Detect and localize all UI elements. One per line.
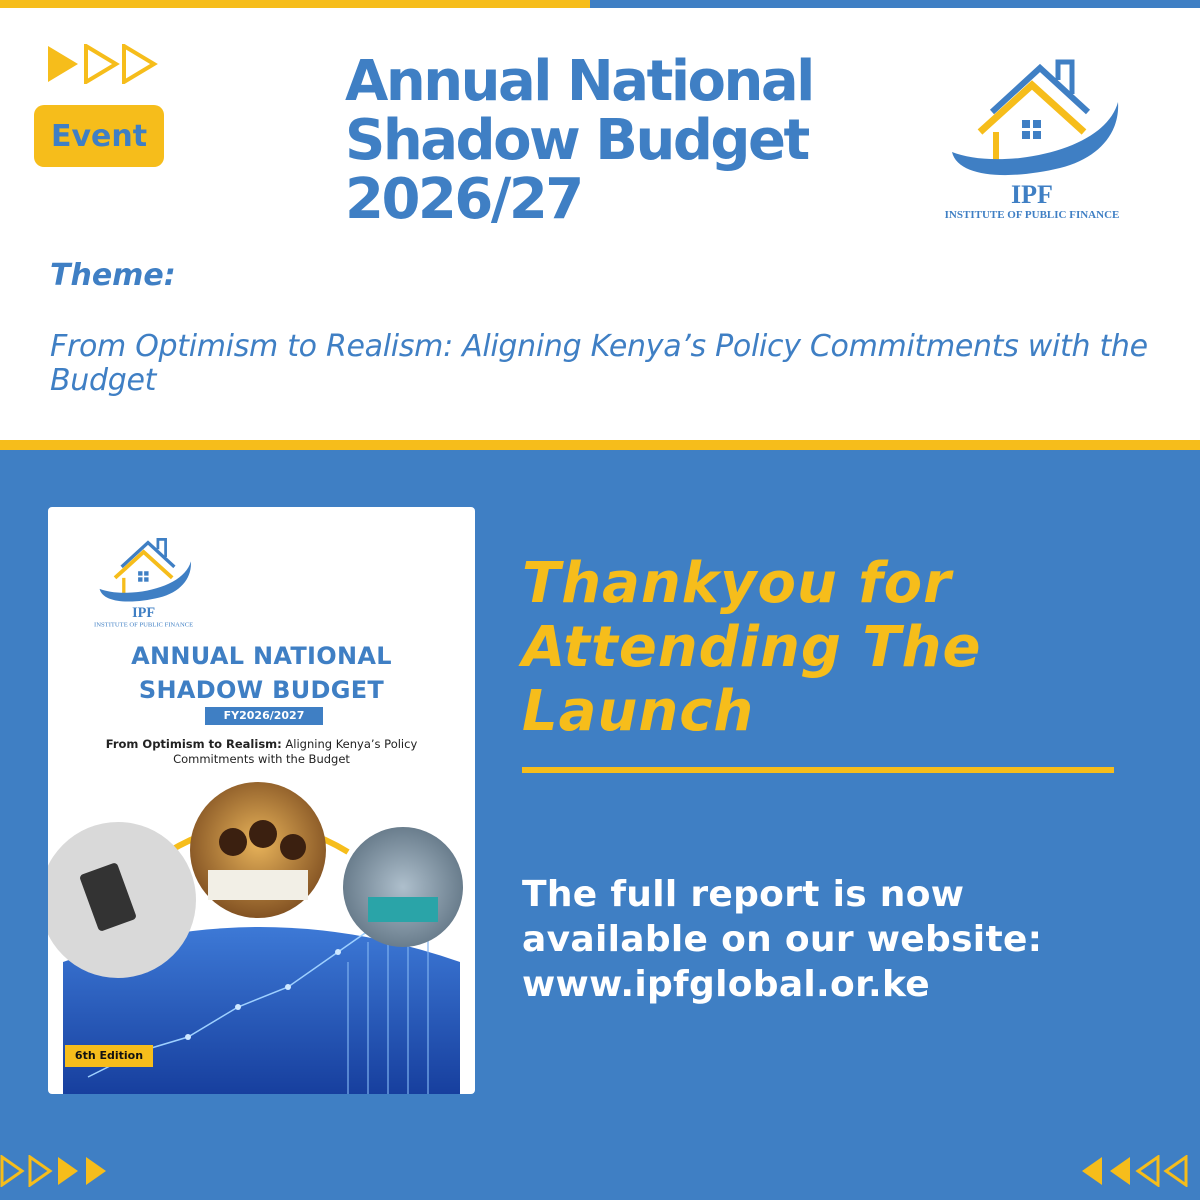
theme-label: Theme: [50,258,176,293]
theme-text: From Optimism to Realism: Aligning Kenya’s Policy Commitments with the Budget [50,329,1148,398]
top-blue-bar [590,0,1200,8]
thank-you-heading: Thankyou for Attending The Launch [522,551,982,744]
cover-ipf-logo [93,527,203,632]
cover-subtitle-rest: Aligning Kenya’s Policy Commitments with the Budget [173,737,418,766]
report-availability-text: The full report is now available on our website: www.ipfglobal.or.ke [522,874,1043,1005]
report-cover-image [48,507,475,1094]
arrows-left-icon [1080,1155,1200,1187]
ipf-logo [940,40,1140,230]
cover-subtitle-bold: From Optimism to Realism: [105,737,282,751]
section-divider [0,440,1200,450]
cover-logo-name: INSTITUTE OF PUBLIC FINANCE [94,621,194,629]
cover-edition-badge: 6th Edition [65,1045,153,1067]
cover-fiscal-year: FY2026/2027 [205,707,323,725]
logo-acronym: IPF [1011,180,1053,209]
event-badge: Event [34,105,164,167]
house-logo-icon [952,62,1118,175]
page-title: Annual National Shadow Budget 2026/27 [345,49,813,232]
cover-title [48,639,475,707]
cover-title-line1: ANNUAL NATIONAL [131,642,392,670]
arrows-right-icon [0,1155,125,1187]
logo-name: INSTITUTE OF PUBLIC FINANCE [944,209,1120,221]
heading-underline [522,767,1114,773]
top-yellow-bar [0,0,600,8]
arrows-decoration-icon [48,44,158,84]
cover-logo-acronym: IPF [132,604,156,621]
cover-title-line2: SHADOW BUDGET [138,676,385,704]
cover-subtitle [68,737,455,767]
